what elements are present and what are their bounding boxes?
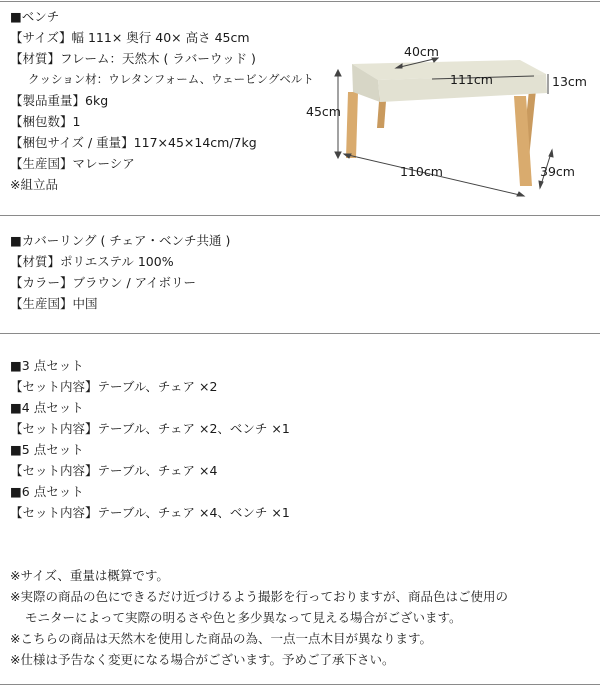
cover-heading: ■カバーリング ( チェア・ベンチ共通 ): [10, 233, 231, 248]
cover-color: 【カラー】ブラウン / アイボリー: [10, 275, 197, 290]
bench-divider: [0, 215, 600, 216]
bench-heading: ■ベンチ: [10, 9, 60, 24]
note-color-1: ※実際の商品の色にできるだけ近づけるよう撮影を行っておりますが、商品色はご使用の: [10, 589, 508, 604]
bottom-divider: [0, 684, 600, 685]
depth-label: 40cm: [404, 44, 439, 59]
set-contents-section: [10, 355, 290, 523]
bench-weight: 【製品重量】6kg: [10, 93, 109, 108]
seat-height-label: 13cm: [552, 74, 587, 89]
bench-dimension-diagram: [300, 30, 600, 210]
bench-cushion-material: クッション材：ウレタンフォーム、ウェービングベルト: [28, 72, 314, 86]
set-3-heading: ■3 点セット: [10, 358, 84, 373]
leg-width-label: 110cm: [400, 164, 443, 179]
set-3-contents: 【セット内容】テーブル、チェア ×2: [10, 379, 218, 394]
set-4-contents: 【セット内容】テーブル、チェア ×2、ベンチ ×1: [10, 421, 290, 436]
bench-assembly-note: ※組立品: [10, 177, 58, 192]
note-size-weight: ※サイズ、重量は概算です。: [10, 568, 169, 583]
bench-package-count: 【梱包数】1: [10, 114, 81, 129]
width-label: 111cm: [450, 72, 493, 87]
cover-origin: 【生産国】中国: [10, 296, 98, 311]
set-5-contents: 【セット内容】テーブル、チェア ×4: [10, 463, 218, 478]
top-divider: [0, 1, 600, 2]
note-color-2: モニターによって実際の明るさや色と多少異なって見える場合がございます。: [25, 610, 462, 625]
bench-material: 【材質】フレーム：天然木 ( ラバーウッド ): [10, 51, 256, 66]
bench-leg-front-left: [346, 92, 358, 158]
set-6-heading: ■6 点セット: [10, 484, 84, 499]
notes-section: [10, 565, 508, 670]
note-wood-grain: ※こちらの商品は天然木を使用した商品の為、一点一点木目が異なります。: [10, 631, 432, 646]
set-4-heading: ■4 点セット: [10, 400, 84, 415]
leg-depth-label: 39cm: [540, 164, 575, 179]
bench-origin: 【生産国】マレーシア: [10, 156, 135, 171]
height-label: 45cm: [306, 104, 341, 119]
cover-spec-section: [10, 230, 230, 314]
set-6-contents: 【セット内容】テーブル、チェア ×4、ベンチ ×1: [10, 505, 290, 520]
bench-package-size: 【梱包サイズ / 重量】117×45×14cm/7kg: [10, 135, 257, 150]
bench-size: 【サイズ】幅 111× 奥行 40× 高さ 45cm: [10, 30, 250, 45]
note-spec-change: ※仕様は予告なく変更になる場合がございます。予めご了承下さい。: [10, 652, 395, 667]
cover-divider: [0, 333, 600, 334]
bench-spec-section: [10, 6, 314, 195]
cover-material: 【材質】ポリエステル 100%: [10, 254, 174, 269]
set-5-heading: ■5 点セット: [10, 442, 84, 457]
